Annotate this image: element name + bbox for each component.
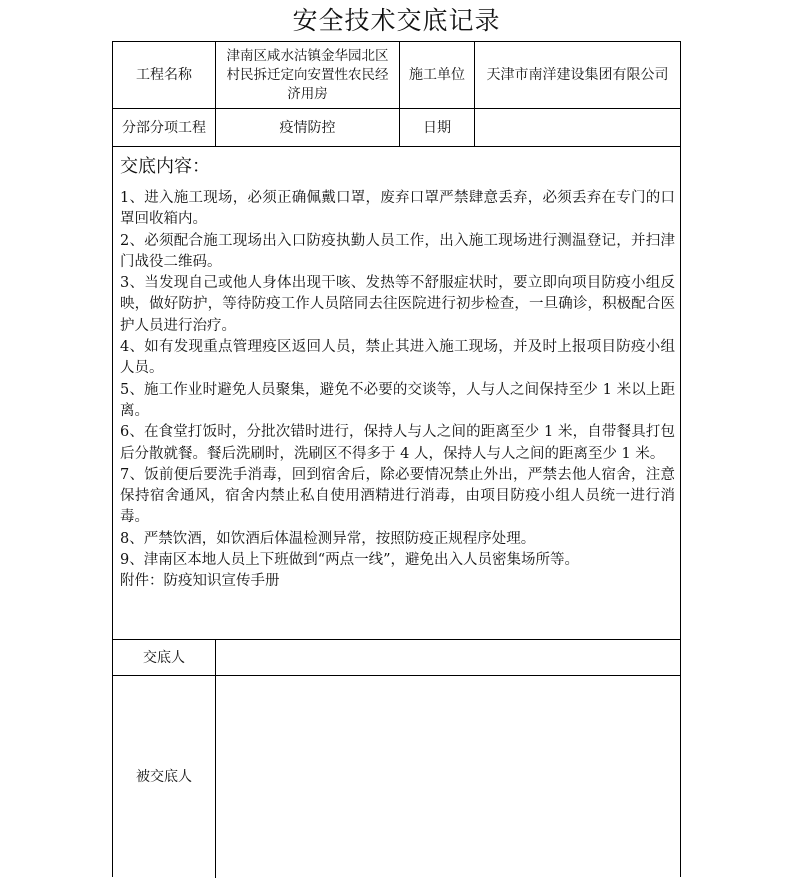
disclosure-table	[112, 41, 681, 877]
recipient-row	[113, 676, 680, 878]
document-title: 安全技术交底记录	[292, 6, 501, 35]
contractor-label: 施工单位	[399, 42, 474, 108]
content-area	[120, 154, 675, 593]
content-item: 5、施工作业时避免人员聚集，避免不必要的交谈等，人与人之间保持至少 1 米以上距离。	[120, 381, 675, 419]
project-label: 工程名称	[136, 67, 192, 83]
attachment-line: 附件：防疫知识宣传手册	[120, 573, 280, 590]
discloser-row	[113, 640, 680, 676]
discloser-label: 交底人	[143, 649, 185, 666]
project-row	[113, 42, 680, 109]
content-item: 1、进入施工现场，必须正确佩戴口罩，废弃口罩严禁肆意丢弃，必须丢弃在专门的口罩回收箱内。	[120, 190, 675, 228]
content-list	[120, 188, 675, 593]
content-item: 9、津南区本地人员上下班做到“两点一线”，避免出入人员密集场所等。	[120, 552, 580, 569]
content-item: 6、在食堂打饭时，分批次错时进行，保持人与人之间的距离至少 1 米，自带餐具打包后分散就餐。餐后洗刷时，洗刷区不得多于 4 人，保持人与人之间的距离至少 1 米。	[120, 424, 675, 462]
date-label: 日期	[399, 109, 474, 146]
subproject-label: 分部分项工程	[122, 119, 206, 136]
subproject-row	[113, 109, 680, 147]
project-value: 津南区咸水沽镇金华园北区村民拆迁定向安置性农民经济用房	[215, 42, 399, 108]
contractor-value: 天津市南洋建设集团有限公司	[474, 42, 680, 108]
content-item: 7、饭前便后要洗手消毒，回到宿舍后，除必要情况禁止外出，严禁去他人宿舍，注意保持宿舍通风，宿舍内禁止私自使用酒精进行消毒，由项目防疫小组人员统一进行消毒。	[120, 466, 675, 526]
content-item: 3、当发现自己或他人身体出现干咳、发热等不舒服症状时，要立即向项目防疫小组反映，做好防护，等待防疫工作人员陪同去往医院进行初步检查，一旦确诊，积极配合医护人员进行治疗。	[120, 275, 675, 334]
discloser-value	[215, 640, 680, 675]
recipient-label: 被交底人	[136, 769, 192, 785]
date-value	[474, 109, 680, 146]
content-row	[113, 147, 680, 640]
content-item: 8、严禁饮酒，如饮酒后体温检测异常，按照防疫正规程序处理。	[120, 530, 536, 547]
content-heading: 交底内容：	[120, 156, 210, 177]
subproject-value: 疫情防控	[215, 109, 399, 146]
content-item: 4、如有发现重点管理疫区返回人员，禁止其进入施工现场，并及时上报项目防疫小组人员。	[120, 339, 675, 377]
content-item: 2、必须配合施工现场出入口防疫执勤人员工作，出入施工现场进行测温登记，并扫津门战役二维码。	[120, 232, 675, 270]
recipient-value	[215, 676, 680, 878]
